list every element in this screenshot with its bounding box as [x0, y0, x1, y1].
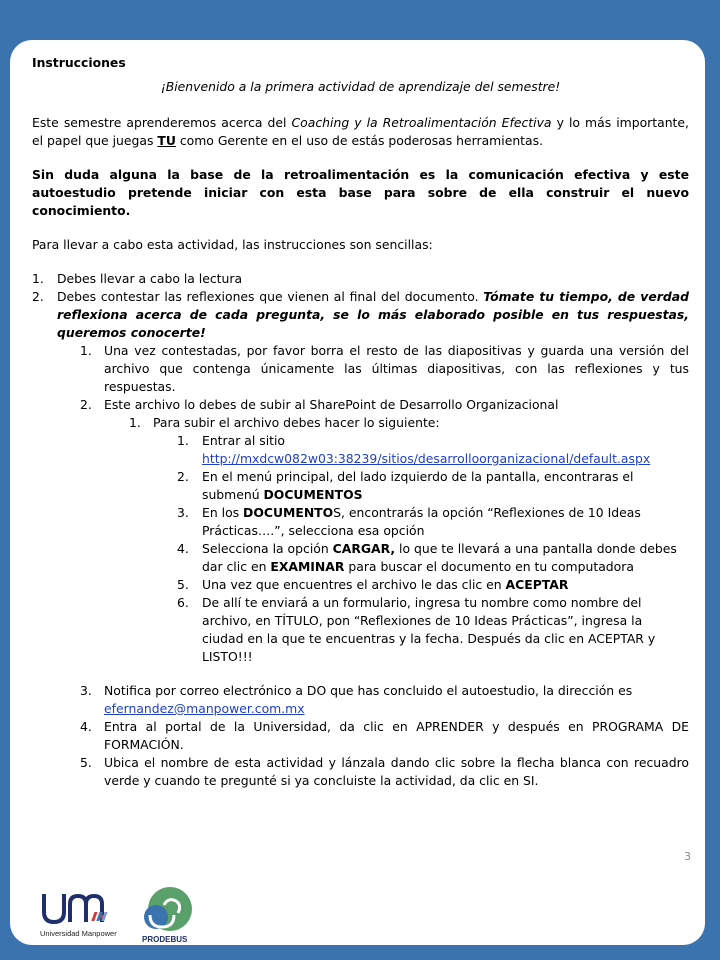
list-text: Ubica el nombre de esta actividad y lánzala dando clic sobre la flecha blanca con recuadro verde y cuando te pregunté si ya concluiste la actividad, da clic en SI.	[104, 755, 689, 788]
list-number: 6.	[177, 595, 189, 610]
list-text	[202, 468, 682, 504]
list-number: 1.	[129, 415, 141, 430]
bold-paragraph: Sin duda alguna la base de la retroalimentación es la comunicación efectiva y este autoestudio pretende iniciar con esta base para sobre de ella construir el nuevo conocimiento.	[32, 167, 689, 218]
page-title: Instrucciones	[32, 55, 126, 70]
list-number: 5.	[177, 577, 189, 592]
d5-text: Una vez que encuentres el archivo le das clic en	[202, 577, 506, 592]
list-number: 3.	[177, 505, 189, 520]
list-item	[32, 468, 689, 504]
list-text: Una vez contestadas, por favor borra el resto de las diapositivas y guarda una versión del archivo que contenga únicamente las últimas diapositivas, con las reflexiones y tus respuestas.	[104, 343, 689, 394]
list-number: 1.	[32, 271, 44, 286]
list-text	[57, 288, 689, 342]
list-item	[32, 718, 689, 754]
svg-text:Universidad Manpower: Universidad Manpower	[40, 929, 117, 938]
d5-bold: ACEPTAR	[505, 577, 569, 592]
list-item	[32, 432, 689, 468]
step2-text: Debes contestar las reflexiones que vienen al final del documento.	[57, 289, 484, 304]
list-item	[32, 288, 689, 342]
list-item	[32, 594, 689, 666]
intro-part1: Este semestre aprenderemos acerca del	[32, 115, 292, 130]
list-text: Este archivo lo debes de subir al SharePoint de Desarrollo Organizacional	[104, 397, 559, 412]
step2-emphasis: Tómate tu tiempo, de verdad reflexiona acerca de cada pregunta, se lo más elaborado posible en tus respuestas, queremos conocerte!	[57, 289, 689, 340]
intro-part3: como Gerente en el uso de estás poderosas herramientas.	[175, 133, 544, 148]
d2-bold: DOCUMENTOS	[263, 487, 363, 502]
d3-bold: DOCUMENTO	[243, 505, 334, 520]
d3-text: En los	[202, 505, 244, 520]
d4-text: Selecciona la opción	[202, 541, 333, 556]
list-number: 1.	[80, 343, 92, 358]
list-item	[32, 396, 689, 414]
d4-bold-examinar: EXAMINAR	[270, 559, 345, 574]
document-content	[32, 54, 689, 790]
welcome-line: ¡Bienvenido a la primera actividad de aprendizaje del semestre!	[160, 79, 561, 94]
list-item	[32, 576, 689, 594]
page-card	[10, 40, 705, 945]
list-text	[104, 682, 689, 718]
list-item	[32, 342, 689, 396]
list-number: 2.	[177, 469, 189, 484]
intro-topic: Coaching y la Retroalimentación Efectiva	[291, 115, 552, 130]
intro-part2: y lo más importante, el papel que juegas	[32, 115, 689, 148]
list-number: 3.	[80, 683, 92, 698]
list-number: 2.	[80, 397, 92, 412]
page-number: 3	[684, 850, 691, 863]
d4-middle: lo que te llevará a una pantalla donde debes dar clic en	[202, 541, 677, 574]
list-text: De allí te enviará a un formulario, ingresa tu nombre como nombre del archivo, en TÍTULO, pon “Reflexiones de 10 Ideas Prácticas”, ingresa la ciudad en la que te encuentras y la fecha. Después da clic en ACEPTAR y LISTO!!!	[202, 595, 656, 664]
sharepoint-link[interactable]: http://mxdcw082w03:38239/sitios/desarrolloorganizacional/default.aspx	[202, 451, 651, 466]
sub3-text: Notifica por correo electrónico a DO que has concluido el autoestudio, la dirección es	[104, 683, 633, 698]
intro-paragraph	[32, 114, 689, 150]
list-item	[32, 270, 689, 288]
list-number: 1.	[177, 433, 189, 448]
d4-bold-cargar: CARGAR,	[332, 541, 396, 556]
list-text: Entra al portal de la Universidad, da clic en APRENDER y después en PROGRAMA DE FORMACIÓN.	[104, 719, 689, 752]
list-number: 2.	[32, 289, 44, 304]
list-text: Para subir el archivo debes hacer lo siguiente:	[153, 415, 440, 430]
d1-text: Entrar al sitio	[202, 433, 286, 448]
list-text	[202, 432, 682, 468]
list-item	[32, 682, 689, 718]
list-text	[202, 540, 682, 576]
instructions-intro: Para llevar a cabo esta actividad, las instrucciones son sencillas:	[32, 237, 433, 252]
d3-rest: S, encontrarás la opción “Reflexiones de 10 Ideas Prácticas….”, selecciona esa opción	[202, 505, 641, 538]
universidad-manpower-logo	[38, 886, 128, 941]
list-item	[32, 414, 689, 432]
svg-text:PRODEBUS: PRODEBUS	[142, 935, 188, 944]
list-text	[202, 576, 682, 594]
list-number: 4.	[80, 719, 92, 734]
list-item	[32, 754, 689, 790]
list-text: Debes llevar a cabo la lectura	[57, 271, 243, 286]
d4-rest: para buscar el documento en tu computadora	[344, 559, 634, 574]
prodebus-logo	[138, 885, 198, 945]
list-item	[32, 540, 689, 576]
list-item	[32, 504, 689, 540]
list-number: 5.	[80, 755, 92, 770]
intro-tu: TU	[157, 133, 176, 148]
list-number: 4.	[177, 541, 189, 556]
d2-text: En el menú principal, del lado izquierdo de la pantalla, encontraras el submenú	[202, 469, 634, 502]
email-link[interactable]: efernandez@manpower.com.mx	[104, 701, 305, 716]
list-text	[202, 504, 682, 540]
